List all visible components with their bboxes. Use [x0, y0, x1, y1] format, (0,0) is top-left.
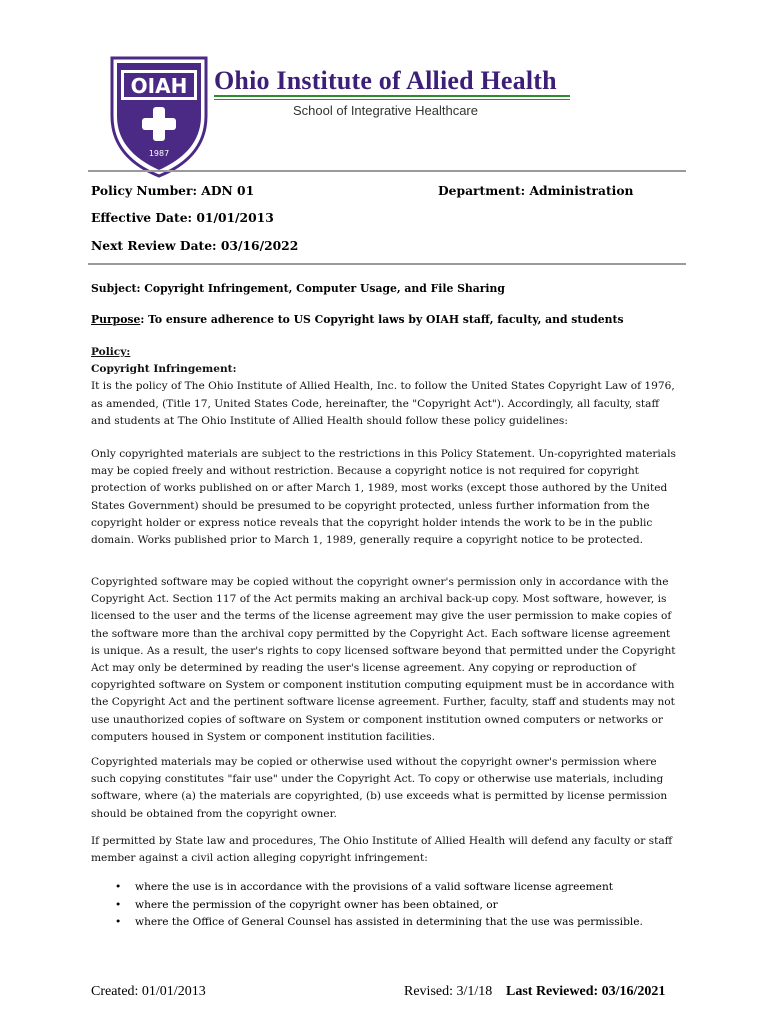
- list-item: • where the permission of the copyright owner has been obtained, or: [115, 897, 643, 915]
- policy-paragraph: Only copyrighted materials are subject to the restrictions in this Policy Statement. Un-copyrighted materials may be copied freely and without restriction. Because a copyright notice is not required for copyright protection of works published on or after March 1, 1989, most works (except those authored by the United States Government) should be presumed to be copyright protected, unless further information from the copyright holder or express notice reveals that the copyright holder intends the work to be in the public domain. Works published prior to March 1, 1989, generally require a copyright notice to be protected.: [91, 448, 676, 547]
- effective-date: Effective Date: 01/01/2013: [91, 210, 274, 225]
- footer-created: Created: 01/01/2013: [91, 984, 206, 999]
- bullet-icon: •: [115, 898, 122, 911]
- policy-number: Policy Number: ADN 01: [91, 183, 255, 198]
- organization-title: Ohio Institute of Allied Health: [214, 66, 557, 95]
- department: Department: Administration: [438, 183, 634, 198]
- organization-subtitle: School of Integrative Healthcare: [293, 103, 478, 118]
- bullet-icon: •: [115, 881, 122, 893]
- logo-year: 1987: [148, 149, 170, 158]
- policy-label: Policy:: [91, 346, 131, 358]
- policy-paragraph: Copyrighted software may be copied without the copyright owner's permission only in accordance with the Copyright Act. Section 117 of the Act permits making an archival back-up copy. Most software, however, is licensed to the user and the terms of the license agreement may give the user permission to make copies of the software more than the archival copy permitted by the Copyright Act. Each software license agreement is unique. As a result, the user's rights to copy licensed software beyond that permitted under the Copyright Act may only be determined by reading the user's license agreement. Any copying or reproduction of copyrighted software on System or component institution computing equipment must be in accordance with the Copyright Act and the pertinent software license agreement. Further, faculty, staff and students may not use unauthorized copies of software on System or component institution owned computers or networks or computers housed in System or component institution facilities.: [91, 576, 676, 743]
- meta-divider: [88, 263, 686, 265]
- list-item: • where the Office of General Counsel has assisted in determining that the use was permissible.: [115, 914, 643, 932]
- logo-text: OIAH: [130, 74, 188, 98]
- section-title: Copyright Infringement:: [91, 363, 237, 376]
- footer-last-reviewed: Last Reviewed: 03/16/2021: [506, 984, 666, 999]
- purpose-text: : To ensure adherence to US Copyright laws by OIAH staff, faculty, and students: [140, 313, 624, 326]
- subject-line: Subject: Copyright Infringement, Computer Usage, and File Sharing: [91, 282, 505, 295]
- policy-paragraph: Copyrighted materials may be copied or otherwise used without the copyright owner's permission where such copying constitutes "fair use" under the Copyright Act. To copy or otherwise use materials, including software, where (a) the materials are copyrighted, (b) use exceeds what is permitted by license permission should be obtained from the copyright owner.: [91, 756, 668, 820]
- purpose-label: Purpose: [91, 313, 141, 326]
- oiah-logo: [108, 54, 210, 178]
- shield-icon: [108, 54, 210, 178]
- policy-paragraph: It is the policy of The Ohio Institute of Allied Health, Inc. to follow the United States Copyright Law of 1976, as amended, (Title 17, United States Code, hereinafter, the "Copyright Act"). Accordingly, all faculty, staff and students at The Ohio Institute of Allied Health should follow these policy guidelines:: [91, 380, 675, 427]
- bullet-icon: •: [115, 916, 122, 928]
- list-item: • where the use is in accordance with the provisions of a valid software license agreement: [115, 879, 643, 897]
- policy-section: [91, 344, 681, 430]
- title-rule: [214, 95, 570, 97]
- title-rule-thin: [214, 99, 570, 100]
- footer-revised: Revised: 3/1/18: [404, 984, 493, 999]
- purpose-line: [91, 313, 624, 326]
- header-divider: [88, 170, 686, 172]
- next-review-date: Next Review Date: 03/16/2022: [91, 238, 299, 253]
- conditions-list: [115, 879, 643, 932]
- policy-paragraph: If permitted by State law and procedures, The Ohio Institute of Allied Health will defend any faculty or staff member against a civil action alleging copyright infringement:: [91, 835, 673, 865]
